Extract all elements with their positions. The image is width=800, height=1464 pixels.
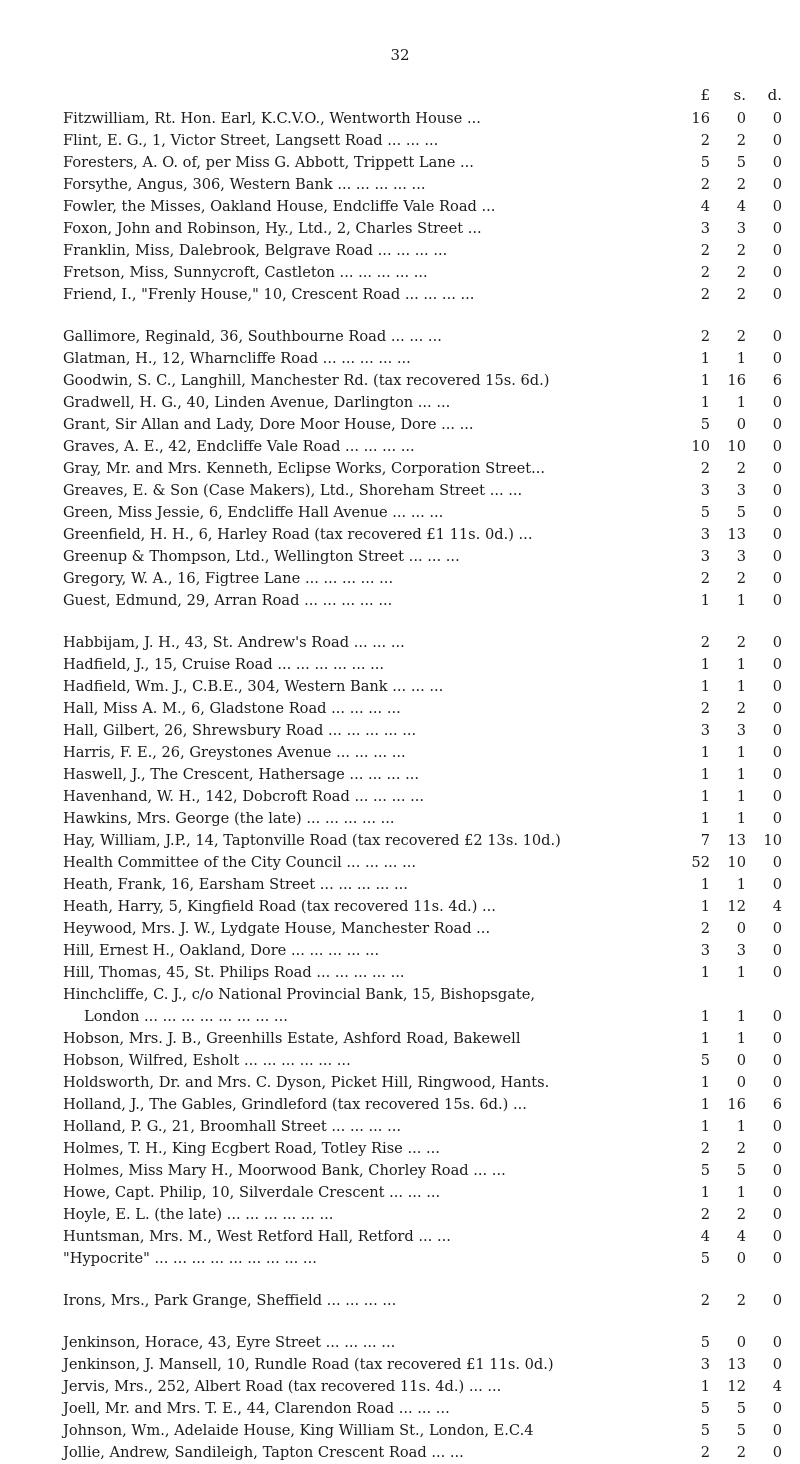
list-item: [0, 524, 800, 546]
amount-pence: 0: [772, 110, 782, 127]
list-item: [0, 1226, 800, 1248]
list-item: [0, 284, 800, 306]
amount-pounds: 5: [700, 504, 710, 521]
amount-pounds: 1: [700, 592, 710, 609]
amount-pence: 6: [772, 372, 782, 389]
amount-pounds: 2: [700, 132, 710, 149]
amount-pounds: 1: [700, 350, 710, 367]
entry-name: Hobson, Mrs. J. B., Greenhills Estate, Ashford Road, Bakewell: [63, 1030, 521, 1047]
amount-pence: 0: [772, 722, 782, 739]
amount-shillings: 10: [727, 438, 746, 455]
amount-pence: 0: [772, 154, 782, 171]
entry-name: Heywood, Mrs. J. W., Lydgate House, Manchester Road ...: [63, 920, 491, 937]
list-item: [0, 436, 800, 458]
entry-name: Flint, E. G., 1, Victor Street, Langsett Road ... ... ...: [63, 132, 439, 149]
list-item: [0, 262, 800, 284]
entry-name: Hill, Ernest H., Oakland, Dore ... ... ... ... ...: [63, 942, 380, 959]
amount-pounds: 5: [700, 1052, 710, 1069]
amount-pounds: 1: [700, 898, 710, 915]
list-item: [0, 1028, 800, 1050]
entry-name: Harris, F. E., 26, Greystones Avenue ... ... ... ...: [63, 744, 406, 761]
list-item: [0, 218, 800, 240]
amount-pounds: 1: [700, 964, 710, 981]
amount-shillings: 1: [736, 766, 746, 783]
entry-name: Glatman, H., 12, Wharncliffe Road ... ... ... ... ...: [63, 350, 411, 367]
amount-pounds: 3: [700, 722, 710, 739]
amount-shillings: 4: [736, 1228, 746, 1245]
amount-pence: 0: [772, 744, 782, 761]
amount-pounds: 5: [700, 1250, 710, 1267]
amount-pounds: 4: [700, 1228, 710, 1245]
amount-shillings: 0: [736, 1074, 746, 1091]
amount-shillings: 0: [736, 920, 746, 937]
list-item: [0, 1094, 800, 1116]
entry-name: Gray, Mr. and Mrs. Kenneth, Eclipse Works, Corporation Street...: [63, 460, 546, 477]
list-item: [0, 502, 800, 524]
amount-pounds: 2: [700, 286, 710, 303]
amount-pounds: 3: [700, 942, 710, 959]
amount-pounds: 5: [700, 1162, 710, 1179]
amount-pounds: 2: [700, 700, 710, 717]
list-item: [0, 632, 800, 654]
amount-pounds: 52: [691, 854, 710, 871]
amount-pence: 0: [772, 460, 782, 477]
amount-pence: 0: [772, 876, 782, 893]
list-item: [0, 830, 800, 852]
list-item: [0, 480, 800, 502]
list-item: [0, 962, 800, 984]
list-item: [0, 1160, 800, 1182]
amount-pounds: 5: [700, 1400, 710, 1417]
amount-pounds: 7: [700, 832, 710, 849]
amount-shillings: 0: [736, 1250, 746, 1267]
amount-pence: 0: [772, 1118, 782, 1135]
amount-pounds: 2: [700, 242, 710, 259]
list-item: [0, 720, 800, 742]
entry-name: Jenkinson, Horace, 43, Eyre Street ... ... ... ...: [63, 1334, 396, 1351]
amount-shillings: 2: [736, 264, 746, 281]
amount-pounds: 5: [700, 416, 710, 433]
amount-pounds: 3: [700, 220, 710, 237]
amount-pounds: 1: [700, 1378, 710, 1395]
amount-pounds: 1: [700, 1184, 710, 1201]
list-item: [0, 1376, 800, 1398]
amount-pence: 0: [772, 1162, 782, 1179]
amount-pence: 0: [772, 766, 782, 783]
entry-name: Joell, Mr. and Mrs. T. E., 44, Clarendon Road ... ... ...: [63, 1400, 450, 1417]
amount-pence: 0: [772, 350, 782, 367]
entry-name: Hay, William, J.P., 14, Taptonville Road (tax recovered £2 13s. 10d.): [63, 832, 561, 849]
amount-shillings: 4: [736, 198, 746, 215]
amount-pence: 0: [772, 678, 782, 695]
list-item: [0, 590, 800, 612]
amount-shillings: 5: [736, 504, 746, 521]
entry-name: Fretson, Miss, Sunnycroft, Castleton ... ... ... ... ...: [63, 264, 428, 281]
entry-name: Havenhand, W. H., 142, Dobcroft Road ... ... ... ...: [63, 788, 425, 805]
list-item: [0, 108, 800, 130]
list-item: [0, 698, 800, 720]
list-item: [0, 984, 800, 1006]
list-item: [0, 1138, 800, 1160]
amount-pounds: 1: [700, 876, 710, 893]
amount-shillings: 16: [727, 372, 746, 389]
amount-pounds: 1: [700, 1096, 710, 1113]
amount-pence: 0: [772, 570, 782, 587]
entry-name: Greenfield, H. H., 6, Harley Road (tax recovered £1 11s. 0d.) ...: [63, 526, 533, 543]
amount-pence: 0: [772, 242, 782, 259]
entry-name: Foresters, A. O. of, per Miss G. Abbott, Trippett Lane ...: [63, 154, 474, 171]
amount-pence: 0: [772, 264, 782, 281]
amount-pence: 0: [772, 942, 782, 959]
amount-shillings: 3: [736, 548, 746, 565]
entry-name: Green, Miss Jessie, 6, Endcliffe Hall Avenue ... ... ...: [63, 504, 444, 521]
entry-name: Holland, P. G., 21, Broomhall Street ... ... ... ...: [63, 1118, 401, 1135]
entry-name: Greaves, E. & Son (Case Makers), Ltd., Shoreham Street ... ...: [63, 482, 523, 499]
list-item: [0, 174, 800, 196]
amount-shillings: 1: [736, 788, 746, 805]
entry-name: Huntsman, Mrs. M., West Retford Hall, Retford ... ...: [63, 1228, 451, 1245]
entry-name: Hoyle, E. L. (the late) ... ... ... ... ... ...: [63, 1206, 334, 1223]
amount-pence: 0: [772, 1074, 782, 1091]
list-item: [0, 414, 800, 436]
amount-pence: 0: [772, 1052, 782, 1069]
entry-name: Heath, Frank, 16, Earsham Street ... ... ... ... ...: [63, 876, 408, 893]
amount-pounds: 1: [700, 394, 710, 411]
amount-shillings: 2: [736, 460, 746, 477]
entry-name: Forsythe, Angus, 306, Western Bank ... ... ... ... ...: [63, 176, 426, 193]
entry-name: Hall, Miss A. M., 6, Gladstone Road ... ... ... ...: [63, 700, 401, 717]
entry-name: Johnson, Wm., Adelaide House, King William St., London, E.C.4: [63, 1422, 534, 1439]
amount-shillings: 10: [727, 854, 746, 871]
amount-shillings: 1: [736, 394, 746, 411]
amount-pence: 0: [772, 1444, 782, 1461]
amount-pounds: 1: [700, 1118, 710, 1135]
entry-name: Howe, Capt. Philip, 10, Silverdale Crescent ... ... ...: [63, 1184, 441, 1201]
amount-pounds: 10: [691, 438, 710, 455]
amount-pence: 0: [772, 1206, 782, 1223]
list-item: [0, 918, 800, 940]
entry-name: Holdsworth, Dr. and Mrs. C. Dyson, Picket Hill, Ringwood, Hants.: [63, 1074, 550, 1091]
amount-shillings: 12: [727, 898, 746, 915]
amount-pence: 0: [772, 788, 782, 805]
list-item: [0, 546, 800, 568]
amount-pounds: 2: [700, 328, 710, 345]
subscriber-list: [0, 108, 800, 1464]
list-item: [0, 1398, 800, 1420]
entry-name: Hill, Thomas, 45, St. Philips Road ... ... ... ... ...: [63, 964, 405, 981]
amount-pence: 0: [772, 394, 782, 411]
list-item: [0, 874, 800, 896]
amount-shillings: 2: [736, 634, 746, 651]
amount-pounds: 4: [700, 198, 710, 215]
list-item: [0, 196, 800, 218]
amount-shillings: 0: [736, 1052, 746, 1069]
amount-pence: 0: [772, 1184, 782, 1201]
pounds-header: £: [700, 86, 710, 104]
amount-pounds: 1: [700, 678, 710, 695]
entry-name: Hobson, Wilfred, Esholt ... ... ... ... ... ...: [63, 1052, 351, 1069]
amount-shillings: 1: [736, 678, 746, 695]
amount-shillings: 2: [736, 1444, 746, 1461]
amount-pence: 0: [772, 504, 782, 521]
amount-pence: 0: [772, 1008, 782, 1025]
amount-shillings: 2: [736, 1292, 746, 1309]
amount-pounds: 1: [700, 1030, 710, 1047]
amount-shillings: 0: [736, 1334, 746, 1351]
list-item: [0, 1248, 800, 1270]
amount-shillings: 1: [736, 1008, 746, 1025]
amount-pounds: 5: [700, 154, 710, 171]
list-item: [0, 896, 800, 918]
amount-shillings: 1: [736, 744, 746, 761]
amount-pounds: 2: [700, 1206, 710, 1223]
amount-pence: 0: [772, 1250, 782, 1267]
list-item: [0, 1006, 800, 1028]
entry-name: Jervis, Mrs., 252, Albert Road (tax recovered 11s. 4d.) ... ...: [63, 1378, 502, 1395]
amount-shillings: 12: [727, 1378, 746, 1395]
amount-pounds: 2: [700, 1292, 710, 1309]
list-item: [0, 1204, 800, 1226]
amount-pence: 0: [772, 548, 782, 565]
amount-pence: 0: [772, 1140, 782, 1157]
amount-pence: 10: [763, 832, 782, 849]
amount-shillings: 3: [736, 482, 746, 499]
amount-pounds: 1: [700, 1008, 710, 1025]
list-item: [0, 852, 800, 874]
entry-name: Holland, J., The Gables, Grindleford (tax recovered 15s. 6d.) ...: [63, 1096, 527, 1113]
list-item: [0, 240, 800, 262]
amount-pounds: 2: [700, 1444, 710, 1461]
amount-pounds: 2: [700, 1140, 710, 1157]
list-item: [0, 1182, 800, 1204]
amount-pounds: 1: [700, 766, 710, 783]
amount-pounds: 3: [700, 548, 710, 565]
amount-shillings: 5: [736, 154, 746, 171]
amount-pounds: 1: [700, 656, 710, 673]
amount-pounds: 1: [700, 1074, 710, 1091]
list-item: [0, 568, 800, 590]
amount-shillings: 2: [736, 132, 746, 149]
amount-pounds: 5: [700, 1422, 710, 1439]
amount-shillings: 0: [736, 110, 746, 127]
amount-pence: 0: [772, 810, 782, 827]
amount-shillings: 3: [736, 722, 746, 739]
amount-shillings: 1: [736, 1118, 746, 1135]
amount-pence: 0: [772, 328, 782, 345]
amount-pence: 0: [772, 132, 782, 149]
list-item: [0, 392, 800, 414]
amount-shillings: 1: [736, 656, 746, 673]
list-item: [0, 130, 800, 152]
amount-pence: 0: [772, 920, 782, 937]
entry-name: Jenkinson, J. Mansell, 10, Rundle Road (tax recovered £1 11s. 0d.): [63, 1356, 554, 1373]
page-number: 32: [390, 46, 410, 64]
amount-shillings: 0: [736, 416, 746, 433]
amount-pounds: 5: [700, 1334, 710, 1351]
amount-pence: 0: [772, 416, 782, 433]
amount-pounds: 16: [691, 110, 710, 127]
amount-pence: 0: [772, 854, 782, 871]
amount-pence: 4: [772, 1378, 782, 1395]
list-item: [0, 152, 800, 174]
amount-pence: 0: [772, 656, 782, 673]
entry-name: Gregory, W. A., 16, Figtree Lane ... ... ... ... ...: [63, 570, 394, 587]
list-item: [0, 370, 800, 392]
list-item: [0, 764, 800, 786]
amount-pence: 0: [772, 1292, 782, 1309]
amount-shillings: 3: [736, 942, 746, 959]
amount-pence: 0: [772, 1334, 782, 1351]
amount-pounds: 3: [700, 1356, 710, 1373]
amount-pence: 0: [772, 964, 782, 981]
amount-pounds: 2: [700, 460, 710, 477]
list-item: [0, 808, 800, 830]
entry-name: Greenup & Thompson, Ltd., Wellington Street ... ... ...: [63, 548, 460, 565]
amount-pounds: 3: [700, 526, 710, 543]
amount-pence: 0: [772, 700, 782, 717]
entry-name: Hawkins, Mrs. George (the late) ... ... ... ... ...: [63, 810, 395, 827]
amount-pounds: 2: [700, 264, 710, 281]
amount-pence: 0: [772, 1422, 782, 1439]
amount-shillings: 16: [727, 1096, 746, 1113]
entry-name: Gradwell, H. G., 40, Linden Avenue, Darlington ... ...: [63, 394, 451, 411]
entry-name: Fowler, the Misses, Oakland House, Endcliffe Vale Road ...: [63, 198, 496, 215]
amount-shillings: 13: [727, 526, 746, 543]
amount-shillings: 13: [727, 1356, 746, 1373]
amount-pence: 6: [772, 1096, 782, 1113]
amount-pence: 0: [772, 526, 782, 543]
list-item: [0, 742, 800, 764]
amount-pence: 0: [772, 1030, 782, 1047]
amount-pence: 0: [772, 438, 782, 455]
amount-shillings: 2: [736, 570, 746, 587]
amount-shillings: 1: [736, 1030, 746, 1047]
amount-shillings: 3: [736, 220, 746, 237]
list-item: [0, 1354, 800, 1376]
entry-name: Irons, Mrs., Park Grange, Sheffield ... ... ... ...: [63, 1292, 397, 1309]
entry-name: Holmes, Miss Mary H., Moorwood Bank, Chorley Road ... ...: [63, 1162, 506, 1179]
entry-name: London ... ... ... ... ... ... ... ...: [84, 1008, 288, 1025]
amount-pence: 0: [772, 220, 782, 237]
list-item: [0, 326, 800, 348]
entry-name: Jollie, Andrew, Sandileigh, Tapton Crescent Road ... ...: [63, 1444, 464, 1461]
amount-shillings: 5: [736, 1400, 746, 1417]
amount-pounds: 3: [700, 482, 710, 499]
entry-name: Graves, A. E., 42, Endcliffe Vale Road ... ... ... ...: [63, 438, 415, 455]
entry-name: Hadfield, J., 15, Cruise Road ... ... ... ... ... ...: [63, 656, 385, 673]
list-item: [0, 1050, 800, 1072]
amount-shillings: 13: [727, 832, 746, 849]
column-headers: [0, 86, 800, 108]
amount-shillings: 2: [736, 242, 746, 259]
list-item: [0, 348, 800, 370]
entry-name: Haswell, J., The Crescent, Hathersage ... ... ... ...: [63, 766, 420, 783]
list-item: [0, 1072, 800, 1094]
amount-shillings: 1: [736, 350, 746, 367]
list-item: [0, 786, 800, 808]
amount-shillings: 1: [736, 964, 746, 981]
entry-name: Habbijam, J. H., 43, St. Andrew's Road ... ... ...: [63, 634, 405, 651]
entry-name: Fitzwilliam, Rt. Hon. Earl, K.C.V.O., Wentworth House ...: [63, 110, 481, 127]
entry-name: Holmes, T. H., King Ecgbert Road, Totley Rise ... ...: [63, 1140, 440, 1157]
entry-name: Health Committee of the City Council ... ... ... ...: [63, 854, 417, 871]
amount-pence: 0: [772, 1356, 782, 1373]
entry-name: Hadfield, Wm. J., C.B.E., 304, Western Bank ... ... ...: [63, 678, 444, 695]
amount-pence: 0: [772, 634, 782, 651]
amount-pounds: 2: [700, 176, 710, 193]
amount-pounds: 1: [700, 810, 710, 827]
amount-shillings: 2: [736, 286, 746, 303]
entry-name: Hall, Gilbert, 26, Shrewsbury Road ... ... ... ... ...: [63, 722, 417, 739]
amount-pence: 0: [772, 1228, 782, 1245]
amount-pounds: 1: [700, 372, 710, 389]
amount-pence: 0: [772, 176, 782, 193]
amount-shillings: 1: [736, 592, 746, 609]
amount-shillings: 2: [736, 700, 746, 717]
amount-pence: 4: [772, 898, 782, 915]
entry-name: Goodwin, S. C., Langhill, Manchester Rd. (tax recovered 15s. 6d.): [63, 372, 550, 389]
list-item: [0, 1116, 800, 1138]
entry-name: Franklin, Miss, Dalebrook, Belgrave Road ... ... ... ...: [63, 242, 448, 259]
amount-shillings: 1: [736, 1184, 746, 1201]
amount-shillings: 2: [736, 1206, 746, 1223]
list-item: [0, 458, 800, 480]
amount-pounds: 2: [700, 634, 710, 651]
list-item: [0, 1420, 800, 1442]
amount-pence: 0: [772, 592, 782, 609]
entry-name: Foxon, John and Robinson, Hy., Ltd., 2, Charles Street ...: [63, 220, 482, 237]
list-item: [0, 1442, 800, 1464]
amount-pounds: 1: [700, 788, 710, 805]
entry-name: Gallimore, Reginald, 36, Southbourne Road ... ... ...: [63, 328, 442, 345]
amount-shillings: 1: [736, 810, 746, 827]
entry-name: "Hypocrite" ... ... ... ... ... ... ... ... ...: [63, 1250, 317, 1267]
amount-shillings: 2: [736, 328, 746, 345]
amount-pounds: 2: [700, 570, 710, 587]
entry-name: Hinchcliffe, C. J., c/o National Provincial Bank, 15, Bishopsgate,: [63, 986, 536, 1003]
amount-pounds: 2: [700, 920, 710, 937]
amount-shillings: 5: [736, 1162, 746, 1179]
list-item: [0, 1332, 800, 1354]
list-item: [0, 1290, 800, 1312]
entry-name: Friend, I., "Frenly House," 10, Crescent Road ... ... ... ...: [63, 286, 475, 303]
amount-shillings: 1: [736, 876, 746, 893]
amount-pence: 0: [772, 286, 782, 303]
shillings-header: s.: [733, 86, 746, 104]
list-item: [0, 940, 800, 962]
amount-pounds: 1: [700, 744, 710, 761]
list-item: [0, 676, 800, 698]
amount-pence: 0: [772, 1400, 782, 1417]
amount-shillings: 2: [736, 176, 746, 193]
amount-pence: 0: [772, 482, 782, 499]
entry-name: Grant, Sir Allan and Lady, Dore Moor House, Dore ... ...: [63, 416, 474, 433]
pence-header: d.: [767, 86, 782, 104]
amount-pence: 0: [772, 198, 782, 215]
amount-shillings: 5: [736, 1422, 746, 1439]
entry-name: Guest, Edmund, 29, Arran Road ... ... ... ... ...: [63, 592, 393, 609]
list-item: [0, 654, 800, 676]
entry-name: Heath, Harry, 5, Kingfield Road (tax recovered 11s. 4d.) ...: [63, 898, 496, 915]
amount-shillings: 2: [736, 1140, 746, 1157]
